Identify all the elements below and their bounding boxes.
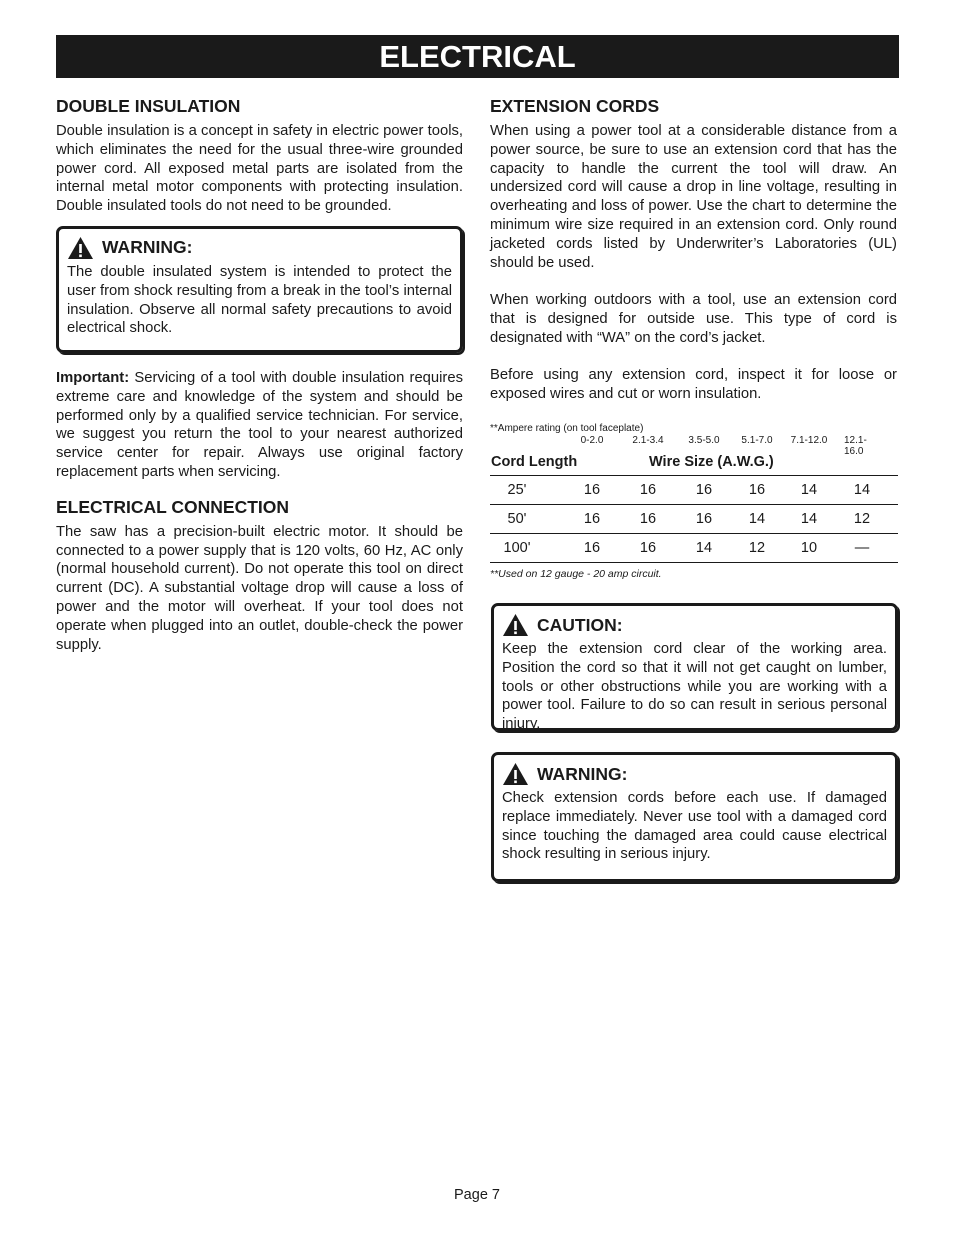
cord-length-header: Cord Length — [491, 454, 578, 470]
ampere-rating-row — [490, 435, 898, 457]
wire-size-cell: 16 — [695, 482, 713, 498]
warning-text: The double insulated system is intended to protect the user from shock resulting from a break in the tool’s internal insulation. Observe all normal safety precautions to avoid electrical shock. — [67, 263, 452, 337]
wire-size-cell: 14 — [853, 482, 871, 498]
wire-size-cell: 16 — [583, 482, 601, 498]
cord-length-cell: 25' — [507, 482, 527, 498]
wire-size-cell: 16 — [748, 482, 766, 498]
cord-length-cell: 100' — [503, 540, 531, 556]
extension-cords-paragraph-3: Before using any extension cord, inspect it for loose or exposed wires and cut or worn insulation. — [490, 367, 897, 403]
wire-size-cell: 12 — [748, 540, 766, 556]
wire-size-cell: 16 — [583, 511, 601, 527]
cord-length-cell: 50' — [507, 511, 527, 527]
important-label: Important: — [56, 369, 130, 386]
warning-triangle-icon — [67, 236, 94, 260]
caution-box — [491, 603, 898, 731]
table-footnote: **Used on 12 gauge - 20 amp circuit. — [490, 568, 662, 580]
right-column — [490, 95, 897, 404]
double-insulation-text: Double insulation is a concept in safety in electric power tools, which eliminates the need for the usual three-wire grounded power cord. All exposed metal parts are isolated from the internal metal motor components with protecting insulation. Double insulated tools do not need to be grounded. — [56, 123, 463, 215]
wire-size-cell: 16 — [639, 482, 657, 498]
wire-size-cell: 16 — [639, 540, 657, 556]
important-paragraph — [56, 369, 463, 482]
ampere-rating-note: **Ampere rating (on tool faceplate) — [490, 423, 644, 434]
caution-label: CAUTION: — [537, 614, 623, 635]
wire-size-cell: — — [854, 540, 870, 556]
page-number: Page 7 — [454, 1187, 500, 1203]
important-text: Servicing of a tool with double insulation requires extreme care and knowledge of the system and should be performed only by a qualified service technician. For service, we suggest you return the tool to your nearest authorized service center for repair. Always use original factory replacement parts when servicing. — [56, 369, 463, 480]
double-insulation-heading: DOUBLE INSULATION — [56, 96, 241, 116]
ampere-rating: 7.1-12.0 — [790, 435, 828, 446]
extension-cords-heading: EXTENSION CORDS — [490, 96, 660, 116]
wire-size-cell: 14 — [748, 511, 766, 527]
left-column — [56, 95, 463, 654]
electrical-connection-heading: ELECTRICAL CONNECTION — [56, 496, 290, 517]
electrical-connection-text: The saw has a precision-built electric motor. It should be connected to a power supply that is 120 volts, 60 Hz, AC only (normal household current). Do not operate this tool on direct current (DC). A substantial voltage drop will cause a loss of power and the motor will overheat. If your tool does not operate when plugged into an outlet, double-check the power supply. — [56, 523, 463, 653]
warning-label: WARNING: — [102, 237, 193, 258]
wire-size-header: Wire Size (A.W.G.) — [649, 454, 774, 470]
ampere-rating: 3.5-5.0 — [688, 435, 720, 446]
warning-box — [491, 752, 898, 882]
wire-size-cell: 16 — [639, 511, 657, 527]
warning-text: Check extension cords before each use. If damaged replace immediately. Never use tool with a damaged cord since touching the damaged area could cause electrical shock resulting in serious injury. — [502, 790, 887, 863]
caution-text: Keep the extension cord clear of the working area. Position the cord so that it will not get caught on lumber, tools or other obstructions while you are working with a power tool. Failure to do so can result in serious personal injury. — [502, 641, 887, 733]
wire-size-table — [490, 422, 898, 580]
ampere-rating: 2.1-3.4 — [632, 435, 664, 446]
wire-size-cell: 16 — [695, 511, 713, 527]
ampere-rating: 12.1-16.0 — [844, 435, 867, 457]
extension-cords-paragraph-2: When working outdoors with a tool, use an extension cord that is designed for outside use. This type of cord is designated with “WA” on the cord’s jacket. — [490, 292, 897, 346]
warning-box — [56, 226, 463, 353]
wire-size-cell: 14 — [800, 511, 818, 527]
warning-label: WARNING: — [537, 763, 628, 784]
table-row — [490, 505, 898, 534]
ampere-rating: 5.1-7.0 — [741, 435, 773, 446]
warning-triangle-icon — [502, 762, 529, 786]
wire-size-cell: 14 — [695, 540, 713, 556]
warning-triangle-icon — [502, 613, 529, 637]
wire-size-cell: 10 — [800, 540, 818, 556]
ampere-rating: 0-2.0 — [580, 435, 604, 446]
wire-size-cell: 16 — [583, 540, 601, 556]
page-title: ELECTRICAL — [56, 35, 899, 78]
wire-size-cell: 14 — [800, 482, 818, 498]
table-header — [490, 451, 898, 476]
wire-size-cell: 12 — [853, 511, 871, 527]
table-row — [490, 476, 898, 505]
table-row — [490, 534, 898, 563]
extension-cords-paragraph-1: When using a power tool at a considerable distance from a power source, be sure to use an extension cord that has the capacity to handle the current the tool will draw. An undersized cord will cause a drop in line voltage, resulting in overheating and loss of power. Use the chart to determine the minimum wire size required in an extension cord. Only round jacketed cords listed by Underwriter’s Laboratories (UL) should be used. — [490, 123, 897, 271]
